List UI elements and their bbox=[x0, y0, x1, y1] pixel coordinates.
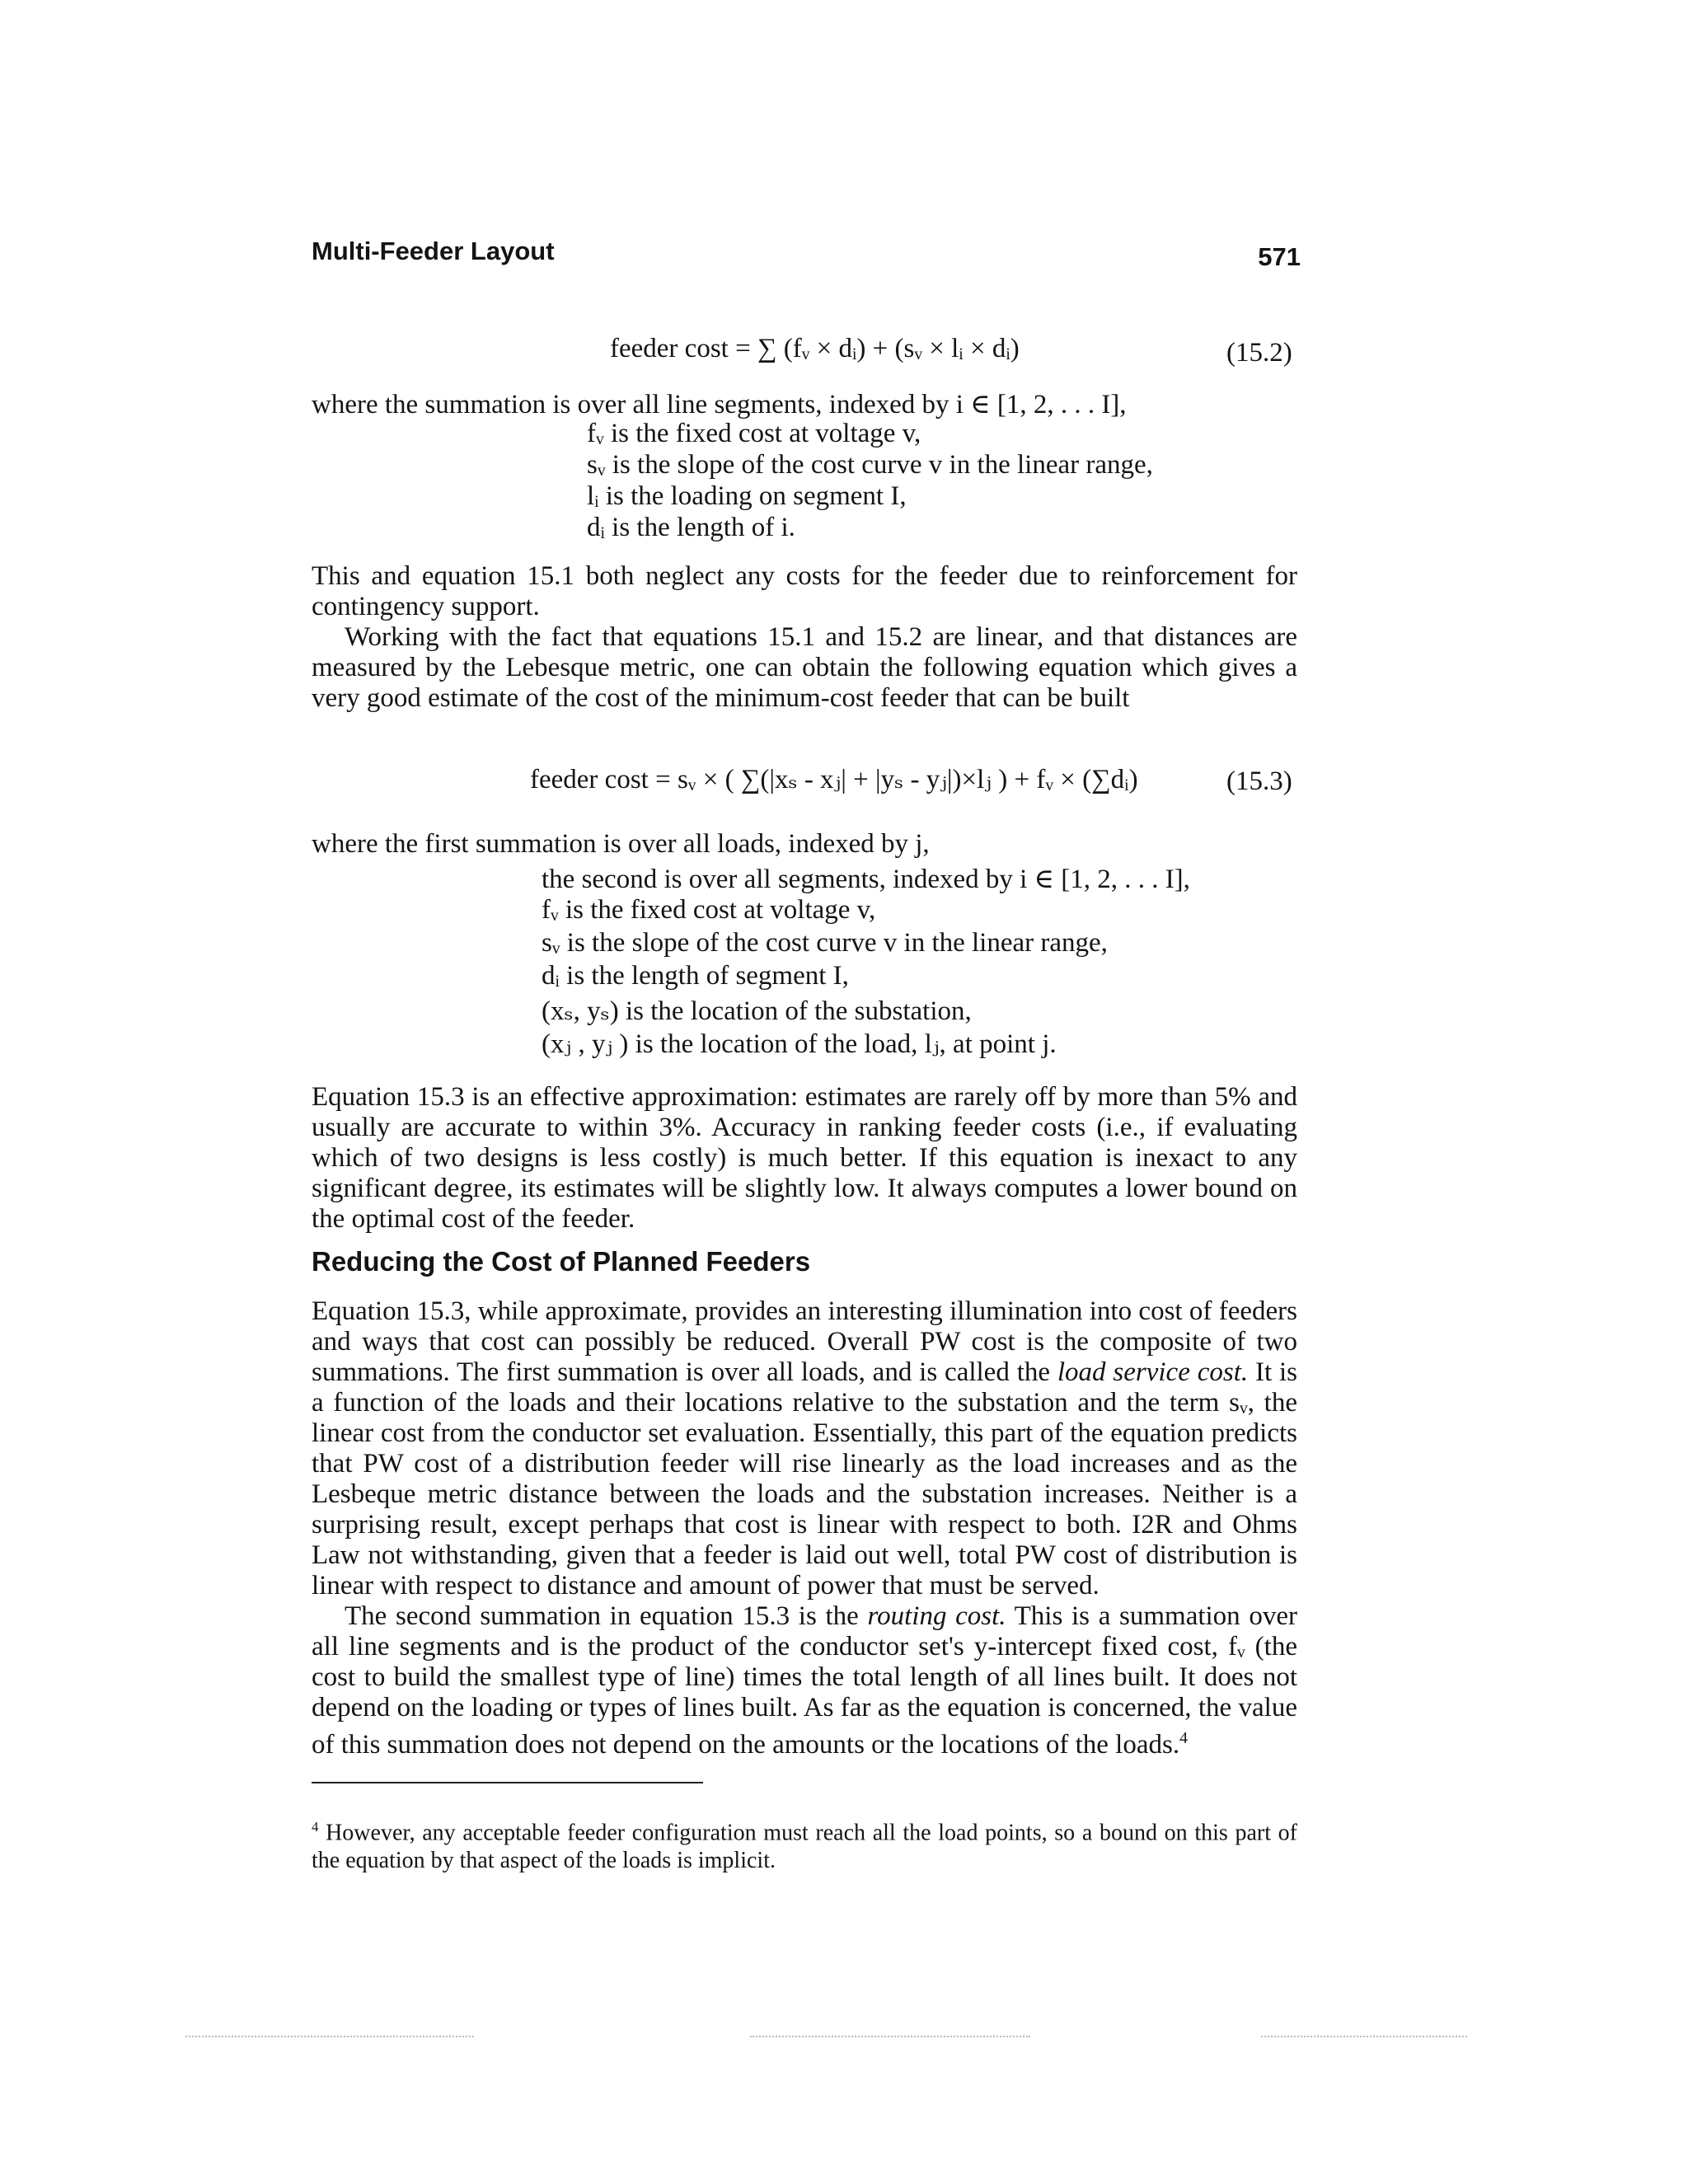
paragraph-contingency: This and equation 15.1 both neglect any costs for the feeder due to reinforcement for contingency support. bbox=[312, 561, 1297, 621]
page-number: 571 bbox=[1258, 242, 1301, 271]
where-line: where the first summation is over all loads, indexed by j, bbox=[312, 829, 930, 859]
scan-artifact-line bbox=[1261, 2036, 1467, 2037]
where-line: fᵥ is the fixed cost at voltage v, bbox=[587, 419, 921, 448]
footnote-text: However, any acceptable feeder configuration must reach all the load points, so a bound on this part of the equation by that aspect of the loads is implicit. bbox=[312, 1820, 1297, 1874]
term-load-service-cost: load service cost. bbox=[1057, 1357, 1249, 1387]
equation-15-3: feeder cost = sᵥ × ( ∑(|xₛ - xⱼ| + |yₛ - yⱼ|)×lⱼ ) + fᵥ × (∑dᵢ) bbox=[530, 765, 1138, 794]
footnote-marker: 4 bbox=[312, 1819, 319, 1835]
term-routing-cost: routing cost. bbox=[867, 1601, 1006, 1631]
where-line: where the summation is over all line segments, indexed by i ∈ [1, 2, . . . I], bbox=[312, 390, 1127, 419]
where-line: (xⱼ , yⱼ ) is the location of the load, lⱼ, at point j. bbox=[542, 1029, 1057, 1059]
where-line: lᵢ is the loading on segment I, bbox=[587, 481, 907, 511]
running-title: Multi-Feeder Layout bbox=[312, 237, 555, 265]
footnote-rule bbox=[312, 1782, 703, 1783]
body-text-block-2 bbox=[312, 1082, 1297, 1235]
section-heading: Reducing the Cost of Planned Feeders bbox=[312, 1246, 811, 1277]
where-line: fᵥ is the fixed cost at voltage v, bbox=[542, 895, 876, 925]
scan-artifact-line bbox=[185, 2036, 474, 2037]
paragraph-load-service-cost bbox=[312, 1296, 1297, 1601]
equation-15-2: feeder cost = ∑ (fᵥ × dᵢ) + (sᵥ × lᵢ × dᵢ) bbox=[610, 334, 1020, 363]
paragraph-routing-cost bbox=[312, 1601, 1297, 1760]
paragraph-approximation: Equation 15.3 is an effective approximation: estimates are rarely off by more than 5% and usually are accurate to within 3%. Accuracy in ranking feeder costs (i.e., if evaluating which of two designs is less costly) is much better. If this equation is inexact to any significant degree, its estimates will be slightly low. It always computes a lower bound on the optimal cost of the feeder. bbox=[312, 1082, 1297, 1234]
where-line: dᵢ is the length of segment I, bbox=[542, 961, 849, 991]
text-run: It is a function of the loads and their locations relative to the substation and the term sᵥ, the linear cost from the conductor set evaluation. Essentially, this part of the equation predicts that PW cost of a distribution feeder will rise linearly as the load increases and as the Lesbeque metric distance between the loads and the substation increases. Neither is a surprising result, except perhaps that cost is linear with respect to both. I2R and Ohms Law not withstanding, given that a feeder is laid out well, total PW cost of distribution is linear with respect to distance and amount of power that must be served. bbox=[312, 1357, 1297, 1601]
body-text-block-1 bbox=[312, 561, 1297, 714]
footnote bbox=[312, 1813, 1297, 1875]
text-run: Equation 15.3, while approximate, provides an interesting illumination into cost of feeders and ways that cost can possibly be reduced. Overall PW cost is the composite of two summations. The first summation is over all loads, and is called the bbox=[312, 1296, 1297, 1387]
equation-number-15-2: (15.2) bbox=[1226, 338, 1292, 368]
body-text-block-3 bbox=[312, 1296, 1297, 1760]
where-line: sᵥ is the slope of the cost curve v in the linear range, bbox=[542, 928, 1108, 958]
equation-number-15-3: (15.3) bbox=[1226, 766, 1292, 796]
where-line: dᵢ is the length of i. bbox=[587, 513, 795, 542]
where-line: sᵥ is the slope of the cost curve v in the linear range, bbox=[587, 450, 1153, 480]
where-line: the second is over all segments, indexed by i ∈ [1, 2, . . . I], bbox=[542, 865, 1190, 894]
where-line: (xₛ, yₛ) is the location of the substation, bbox=[542, 996, 972, 1026]
scan-artifact-line bbox=[750, 2036, 1030, 2037]
footnote-reference: 4 bbox=[1179, 1729, 1188, 1747]
paragraph-linear-equations: Working with the fact that equations 15.1 and 15.2 are linear, and that distances are measured by the Lebesque metric, one can obtain the following equation which gives a very good estimate of the cost of the minimum-cost feeder that can be built bbox=[312, 622, 1297, 713]
text-run: The second summation in equation 15.3 is the bbox=[345, 1601, 868, 1631]
text-run: This is a summation over all line segments and is the product of the conductor set's y-intercept fixed cost, fᵥ (the cost to build the smallest type of line) times the total length of all lines built. It does not depend on the loading or types of lines built. As far as the equation is concerned, the value of this summation does not depend on the amounts or the locations of the loads. bbox=[312, 1601, 1298, 1760]
